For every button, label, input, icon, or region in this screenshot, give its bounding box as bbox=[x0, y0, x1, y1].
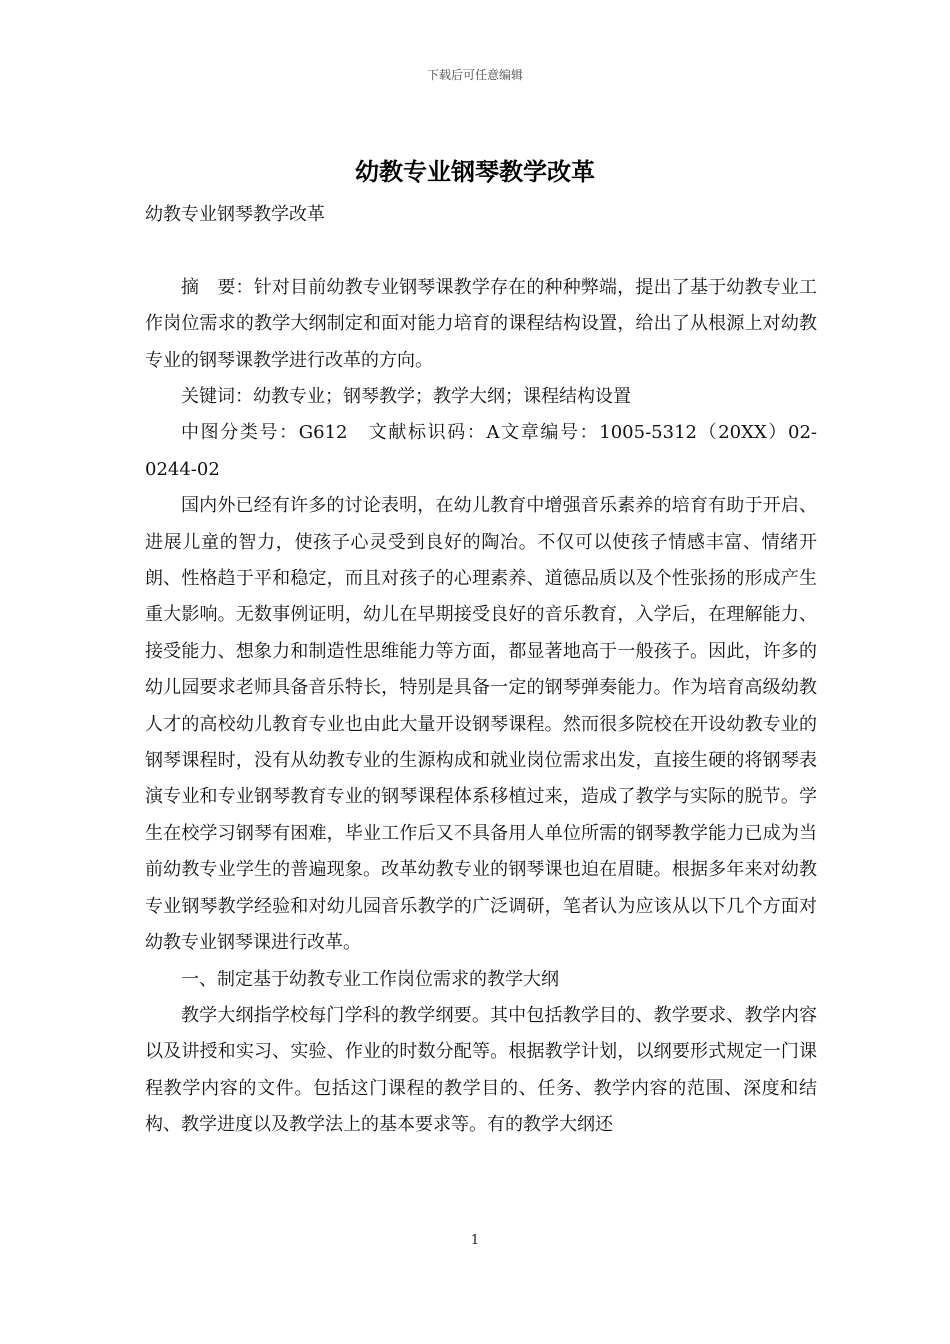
page-number: 1 bbox=[470, 1233, 480, 1248]
page-header-note: 下载后可任意编辑 bbox=[426, 68, 523, 82]
section-heading: 一、制定基于幼教专业工作岗位需求的教学大纲 bbox=[181, 968, 559, 990]
blank-line bbox=[145, 233, 817, 269]
document-body bbox=[145, 197, 817, 1144]
document-subtitle: 幼教专业钢琴教学改革 bbox=[145, 204, 325, 225]
keywords-line: 关键词：幼教专业；钢琴教学；教学大纲；课程结构设置 bbox=[181, 386, 631, 408]
document-title: 幼教专业钢琴教学改革 bbox=[355, 157, 595, 186]
body-paragraph: 教学大纲指学校每门学科的教学纲要。其中包括教学目的、教学要求、教学内容以及讲授和实习、实验、作业的时数分配等。根据教学计划，以纲要形式规定一门课程教学内容的文件。包括这门课程的教学目的、任务、教学内容的范围、深度和结构、教学进度以及教学法上的基本要求等。有的教学大纲还 bbox=[145, 1004, 817, 1136]
abstract-paragraph: 摘 要：针对目前幼教专业钢琴课教学存在的种种弊端，提出了基于幼教专业工作岗位需求的教学大纲制定和面对能力培育的课程结构设置，给出了从根源上对幼教专业的钢琴课教学进行改革的方向。 bbox=[145, 276, 817, 371]
classification-line: 中图分类号：G612 文献标识码：A文章编号：1005-5312（20XX）02-0244-02 bbox=[145, 422, 817, 480]
body-paragraph: 国内外已经有许多的讨论表明，在幼儿教育中增强音乐素养的培育有助于开启、进展儿童的智力，使孩子心灵受到良好的陶冶。不仅可以使孩子情感丰富、情绪开朗、性格趋于平和稳定，而且对孩子的心理素养、道德品质以及个性张扬的形成产生重大影响。无数事例证明，幼儿在早期接受良好的音乐教育，入学后，在理解能力、接受能力、想象力和制造性思维能力等方面，都显著地高于一般孩子。因此，许多的幼儿园要求老师具备音乐特长，特别是具备一定的钢琴弹奏能力。作为培育高级幼教人才的高校幼儿教育专业也由此大量开设钢琴课程。然而很多院校在开设幼教专业的钢琴课程时，没有从幼教专业的生源构成和就业岗位需求出发，直接生硬的将钢琴表演专业和专业钢琴教育专业的钢琴课程体系移植过来，造成了教学与实际的脱节。学生在校学习钢琴有困难，毕业工作后又不具备用人单位所需的钢琴教学能力已成为当前幼教专业学生的普遍现象。改革幼教专业的钢琴课也迫在眉睫。根据多年来对幼教专业钢琴教学经验和对幼儿园音乐教学的广泛调研，笔者认为应该从以下几个方面对幼教专业钢琴课进行改革。 bbox=[145, 495, 817, 954]
